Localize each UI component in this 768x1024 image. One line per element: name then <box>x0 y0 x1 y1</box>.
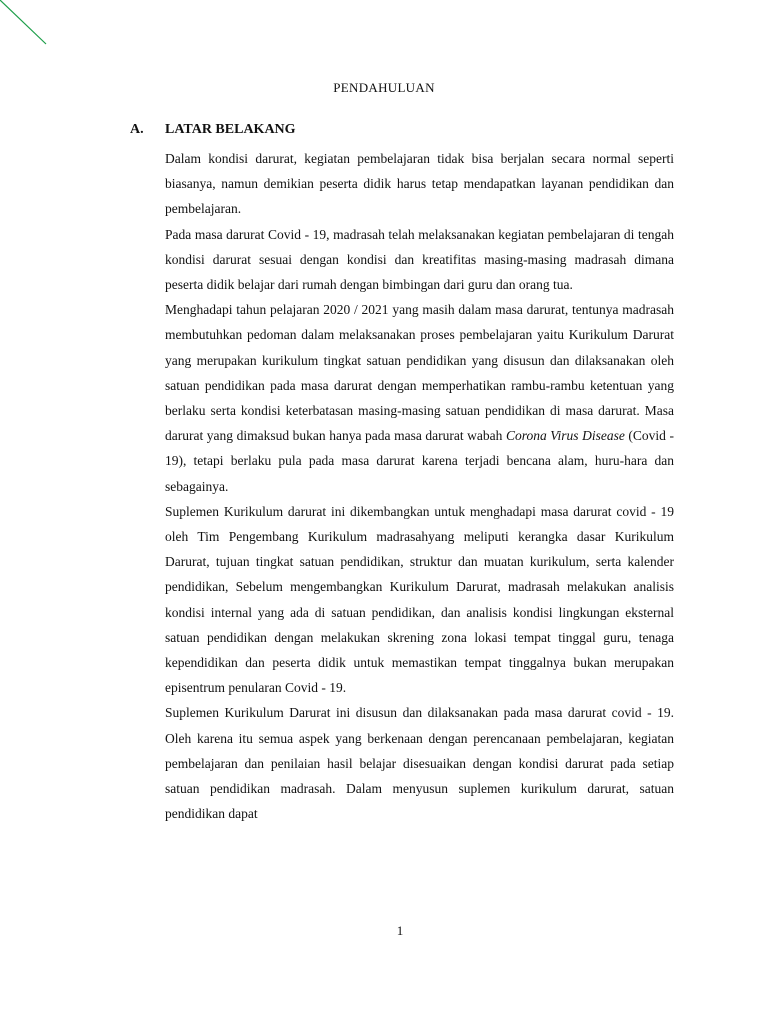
paragraph-4: Suplemen Kurikulum darurat ini dikembangkan untuk menghadapi masa darurat covid - 19 oleh Tim Pengembang Kurikulum madrasahyang meliputi kerangka dasar Kurikulum Darurat, tujuan tingkat satuan pendidikan, struktur dan muatan kurikulum, serta kalender pendidikan, Sebelum mengembangkan Kurikulum Darurat, madrasah melakukan analisis kondisi internal yang ada di satuan pendidikan, dan analisis kondisi lingkungan eksternal satuan pendidikan dengan melakukan skrening zona lokasi tempat tinggal guru, tenaga kependidikan dan peserta didik untuk memastikan tempat tinggalnya bukan merupakan episentrum penularan Covid - 19. <box>165 503 674 696</box>
page-number: 1 <box>396 923 404 938</box>
paragraph-3-italic-term: Corona Virus Disease <box>505 428 625 444</box>
body-text <box>165 146 674 826</box>
paragraph-3-text-after: (Covid - 19), tetapi berlaku pula pada masa darurat karena terjadi bencana alam, huru-hara dan sebagainya. <box>165 428 674 494</box>
paragraph-1: Dalam kondisi darurat, kegiatan pembelajaran tidak bisa berjalan secara normal seperti biasanya, namun demikian peserta didik harus tetap mendapatkan layanan pendidikan dan pembelajaran. <box>165 151 674 217</box>
paragraph-5: Suplemen Kurikulum Darurat ini disusun dan dilaksanakan pada masa darurat covid - 19. Oleh karena itu semua aspek yang berkenaan dengan perencanaan pembelajaran, kegiatan pembelajaran dan penilaian hasil belajar disesuaikan dengan kondisi darurat pada setiap satuan pendidikan madrasah. Dalam menyusun suplemen kurikulum darurat, satuan pendidikan dapat <box>165 705 674 822</box>
paragraph-2: Pada masa darurat Covid - 19, madrasah telah melaksanakan kegiatan pembelajaran di tengah kondisi darurat sesuai dengan kondisi dan kreatifitas masing-masing madrasah dimana peserta didik belajar dari rumah dengan bimbingan dari guru dan orang tua. <box>165 226 674 293</box>
paragraph-3-text-before: Menghadapi tahun pelajaran 2020 / 2021 yang masih dalam masa darurat, tentunya madrasah membutuhkan pedoman dalam melaksanakan proses pembelajaran yaitu Kurikulum Darurat yang merupakan kurikulum tingkat satuan pendidikan yang disusun dan dilaksanakan oleh satuan pendidikan pada masa darurat dengan memperhatikan rambu-rambu ketentuan yang berlaku serta kondisi keterbatasan masing-masing satuan pendidikan di masa darurat. Masa darurat yang dimaksud bukan hanya pada masa darurat wabah <box>165 302 674 444</box>
section-heading-text: LATAR BELAKANG <box>165 122 296 137</box>
page-title: PENDAHULUAN <box>333 80 435 95</box>
corner-mark-line <box>0 0 60 60</box>
section-letter: A. <box>130 122 144 137</box>
paragraph-3 <box>165 297 674 499</box>
